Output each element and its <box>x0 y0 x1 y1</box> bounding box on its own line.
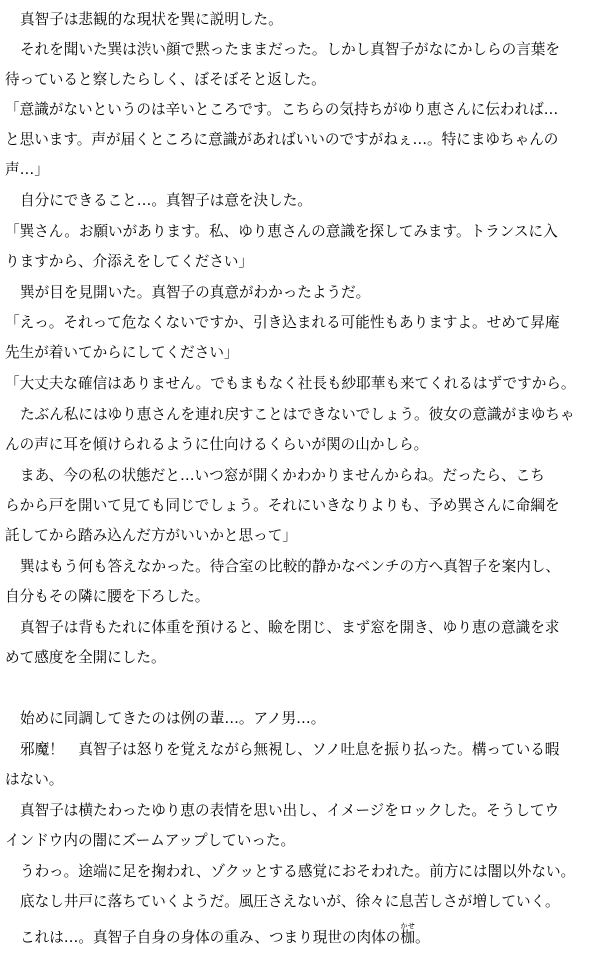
text-line: りますから、介添えをしてください」 <box>5 253 254 270</box>
text-line: 真智子は背もたれに体重を預けると、瞼を閉じ、まず窓を開き、ゆり恵の意識を求 <box>20 619 560 636</box>
text-line: らから戸を開いて見ても同じでしょう。それにいきなりよりも、予め巽さんに命綱を <box>5 497 560 514</box>
text-line: と思います。声が届くところに意識があればいいのですがねぇ…。特にまゆちゃんの <box>5 131 559 148</box>
text-line: 底なし井戸に落ちていくようだ。風圧さえないが、徐々に息苦しさが増していく。 <box>20 893 560 910</box>
text-line: 「えっ。それって危なくないですか、引き込まれる可能性もありますよ。せめて昇庵 <box>5 314 560 331</box>
text-line: うわっ。途端に足を掬われ、ゾクッとする感覚におそわれた。前方には闇以外ない。 <box>20 863 576 880</box>
text-line: 自分もその隣に腰を下ろした。 <box>5 588 210 605</box>
text-line: 「巽さん。お願いがあります。私、ゆり恵さんの意識を探してみます。トランスに入 <box>5 223 558 240</box>
ruby-reading: かせ <box>400 922 415 930</box>
text-line: はない。 <box>5 771 64 788</box>
text-line: 先生が着いてからにしてください」 <box>5 344 239 361</box>
text-line: インドウ内の闇にズームアップしていった。 <box>5 832 296 849</box>
ruby-base: 枷 <box>400 929 415 946</box>
text-line: それを聞いた巽は渋い顔で黙ったままだった。しかし真智子がなにかしらの言葉を <box>20 41 560 58</box>
text-line: 真智子は悲観的な現状を巽に説明した。 <box>20 11 283 28</box>
last-line-text: これは…。真智子自身の身体の重み、つまり現世の肉体の <box>20 929 401 946</box>
text-line: 「大丈夫な確信はありません。でもまもなく社長も紗耶華も来てくれるはずですから。 <box>5 375 576 392</box>
text-line: まあ、今の私の状態だと…いつ窓が開くかわかりませんからね。だったら、こち <box>20 467 545 484</box>
text-line: 声…」 <box>5 161 49 178</box>
text-line: 真智子は横たわったゆり恵の表情を思い出し、イメージをロックした。そうしてウ <box>20 802 560 819</box>
text-line: 自分にできること…。真智子は意を決した。 <box>20 192 312 209</box>
text-line-last <box>20 922 430 946</box>
text-line: めて感度を全開にした。 <box>5 649 166 666</box>
last-line-end: 。 <box>414 929 430 946</box>
text-line: たぶん私にはゆり恵さんを連れ戻すことはできないでしょう。彼女の意識がまゆちゃ <box>20 406 575 423</box>
text-line: 待っていると察したらしく、ぼそぼそと返した。 <box>5 71 326 88</box>
text-line: 邪魔！ 真智子は怒りを覚えながら無視し、ソノ吐息を振り払った。構っている暇 <box>20 741 560 758</box>
text-line: 巽はもう何も答えなかった。待合室の比較的静かなベンチの方へ真智子を案内し、 <box>20 558 560 575</box>
text-line: 始めに同調してきたのは例の輩…。アノ男…。 <box>20 710 326 727</box>
ruby-annotation <box>400 922 415 946</box>
text-line: んの声に耳を傾けられるように仕向けるくらいが関の山かしら。 <box>5 436 429 453</box>
text-line: 巽が目を見開いた。真智子の真意がわかったようだ。 <box>20 284 371 301</box>
text-line: 託してから踏み込んだ方がいいかと思って」 <box>5 527 297 544</box>
text-line: 「意識がないというのは辛いところです。こちらの気持ちがゆり恵さんに伝われば… <box>5 101 559 118</box>
